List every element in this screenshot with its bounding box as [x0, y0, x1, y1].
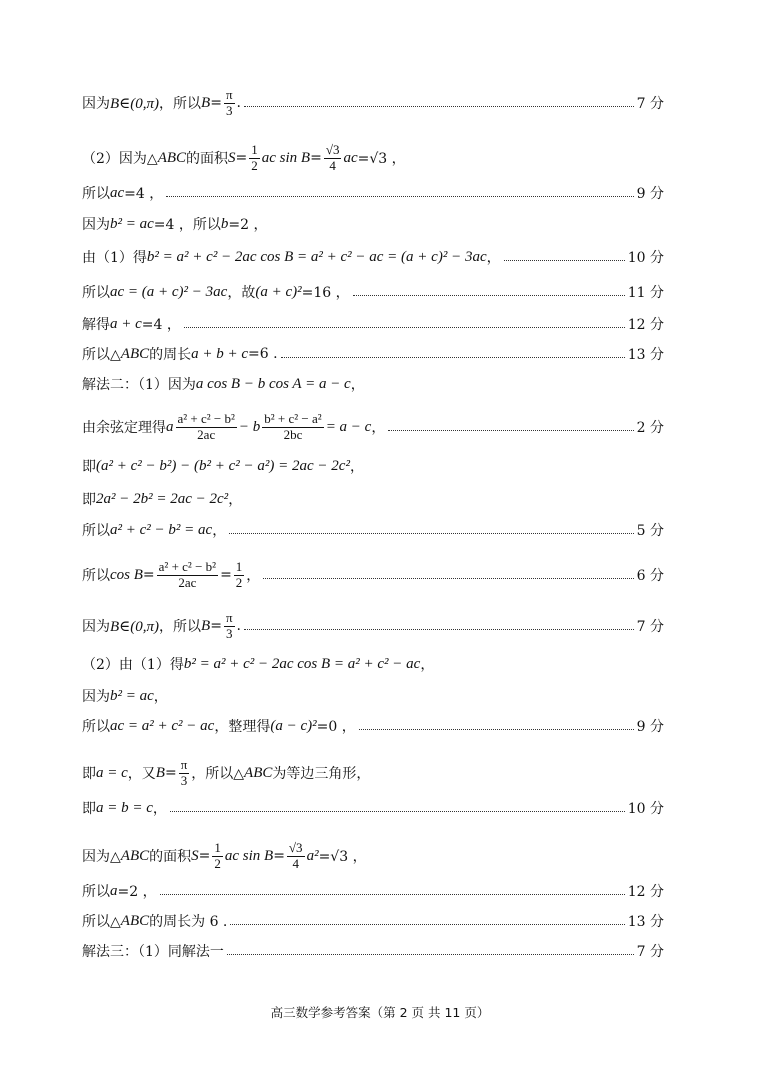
math-expression: b² = ac: [110, 215, 154, 232]
fraction-numerator: b² + c² − a²: [264, 411, 322, 426]
math-expression: ac sin B: [224, 847, 274, 864]
dot-leader: [170, 811, 625, 812]
text-segment: 解得: [82, 317, 110, 333]
line-content: [82, 88, 241, 119]
text-segment: .: [236, 95, 241, 112]
math-expression: b² = a² + c² − 2ac cos B = a² + c² − ac = (a + c)² − 3ac: [146, 248, 487, 265]
math-expression: b² = ac: [110, 687, 154, 704]
solution-line: [82, 374, 664, 394]
line-content: [82, 314, 181, 334]
text-segment: ，: [246, 568, 261, 585]
text-segment: 即: [82, 801, 96, 817]
line-content: [82, 798, 167, 818]
math-expression: a²: [306, 847, 319, 864]
fraction: [157, 560, 218, 591]
line-content: [82, 214, 267, 234]
fraction-numerator: π: [225, 87, 233, 102]
page-footer: 高三数学参考答案（第 2 页 共 11 页）: [270, 1005, 490, 1020]
fraction-numerator: 1: [235, 559, 243, 574]
text-segment: 所以: [82, 523, 110, 539]
text-segment: ，: [350, 377, 365, 393]
solution-line: [82, 941, 664, 961]
math-expression: ac: [343, 149, 358, 166]
line-content: [82, 941, 224, 961]
text-segment: ，整理得: [214, 719, 271, 735]
text-segment: =: [164, 765, 177, 782]
fraction: [224, 611, 235, 642]
text-segment: ，: [420, 657, 435, 673]
score-label: 7 分: [636, 619, 664, 636]
text-segment: 解法三：（1）同解法一: [82, 944, 224, 960]
math-expression: ac = (a + c)² − 3ac: [110, 283, 228, 300]
solution-line: [82, 798, 664, 818]
solution-line: [82, 412, 664, 443]
dot-leader: [244, 629, 634, 630]
text-segment: 解法二：（1）因为: [82, 377, 196, 393]
line-content: [82, 520, 226, 540]
text-segment: 所以: [82, 884, 110, 900]
line-content: [82, 183, 163, 203]
dot-leader: [244, 106, 634, 107]
fraction-denominator: 3: [225, 625, 233, 641]
math-expression: (a + c)²: [255, 283, 302, 300]
line-content: [82, 247, 501, 267]
line-content: [82, 374, 365, 394]
fraction-denominator: 2ac: [197, 426, 216, 442]
text-segment: =: [142, 567, 155, 584]
solution-line: [82, 489, 664, 509]
text-segment: =2 ，: [228, 217, 268, 233]
line-content: [82, 841, 367, 872]
dot-leader: [281, 357, 625, 358]
dot-leader: [504, 260, 625, 261]
text-segment: （2）由（1）得: [82, 657, 184, 673]
math-expression: a: [166, 418, 174, 435]
solution-line: [82, 520, 664, 540]
text-segment: =4 ，: [124, 186, 164, 202]
dot-leader: [353, 295, 625, 296]
math-expression: B: [201, 94, 211, 111]
text-segment: ，: [371, 420, 386, 437]
math-expression: S: [228, 149, 236, 166]
text-segment: 即: [82, 766, 96, 783]
text-segment: 因为: [82, 619, 110, 636]
text-segment: 所以△: [82, 347, 121, 363]
dot-leader: [263, 578, 633, 579]
line-content: [82, 686, 168, 706]
text-segment: 的面积: [149, 849, 192, 866]
math-expression: 2a² − 2b² = 2ac − 2c²: [96, 490, 229, 507]
text-segment: ，所以: [159, 96, 202, 113]
text-segment: 由（1）得: [82, 250, 147, 266]
fraction-denominator: 3: [180, 772, 188, 788]
fraction-numerator: π: [180, 757, 188, 772]
text-segment: 所以: [82, 719, 110, 735]
text-segment: =√3 ，: [357, 151, 406, 168]
solution-line: [82, 611, 664, 642]
text-segment: ，又: [127, 766, 156, 783]
math-expression: ac: [110, 184, 125, 201]
text-segment: 因为: [82, 689, 110, 705]
text-segment: =4 ，所以: [153, 217, 221, 233]
text-segment: 为等边三角形，: [272, 766, 371, 783]
line-content: [82, 489, 242, 509]
fraction-numerator: 1: [251, 142, 258, 157]
fraction: [262, 412, 323, 443]
fraction: [212, 841, 223, 872]
line-content: [82, 758, 370, 789]
dot-leader: [166, 196, 633, 197]
math-expression: a cos B − b cos A = a − c: [195, 375, 351, 392]
score-label: 11 分: [627, 285, 664, 301]
line-content: [82, 282, 350, 302]
math-expression: ac = a² + c² − ac: [110, 717, 215, 734]
dot-leader: [160, 894, 625, 895]
text-segment: 即: [82, 492, 96, 508]
fraction-denominator: 2ac: [178, 574, 197, 590]
math-expression: = a − c: [325, 418, 372, 435]
fraction-denominator: 2: [235, 574, 243, 590]
math-expression: cos B: [110, 566, 143, 583]
score-label: 13 分: [627, 914, 664, 930]
math-expression: a = c: [96, 764, 128, 781]
text-segment: ，: [486, 250, 501, 266]
math-expression: B: [155, 764, 165, 781]
solution-line: [82, 841, 664, 872]
solution-line: [82, 314, 664, 334]
text-segment: 的周长为 6 .: [149, 914, 228, 930]
text-segment: =: [198, 848, 211, 865]
text-segment: 所以: [82, 285, 110, 301]
solution-line: [82, 214, 664, 234]
text-segment: =: [210, 618, 222, 635]
text-segment: 因为: [82, 96, 110, 113]
math-expression: a: [110, 882, 118, 899]
fraction-denominator: 2bc: [283, 426, 303, 442]
solution-line: [82, 560, 664, 591]
math-expression: B∈(0,π): [110, 618, 160, 635]
math-expression: ABC: [120, 912, 150, 929]
text-segment: =6 .: [248, 346, 278, 362]
math-expression: b² = a² + c² − 2ac cos B = a² + c² − ac: [183, 655, 421, 672]
score-label: 9 分: [636, 186, 664, 202]
text-segment: =: [210, 95, 222, 112]
fraction: [287, 841, 305, 872]
solution-line: [82, 183, 664, 203]
dot-leader: [184, 327, 625, 328]
score-label: 7 分: [636, 96, 664, 113]
solution-line: [82, 716, 664, 736]
fraction: [324, 143, 342, 174]
fraction-denominator: 4: [329, 157, 336, 173]
dot-leader: [230, 924, 624, 925]
math-expression: a + b + c: [191, 345, 249, 362]
line-content: [82, 143, 406, 174]
line-content: [82, 654, 434, 674]
fraction-numerator: a² + c² − b²: [158, 559, 217, 574]
fraction: [224, 88, 235, 119]
math-expression: b: [220, 215, 229, 232]
text-segment: 的面积: [186, 151, 229, 168]
text-segment: ，: [152, 801, 167, 817]
solution-line: [82, 143, 664, 174]
fraction-numerator: π: [225, 610, 233, 625]
fraction-denominator: 2: [251, 157, 258, 173]
text-segment: ，所以△: [191, 766, 245, 783]
solution-line: [82, 344, 664, 364]
solution-line: [82, 654, 664, 674]
text-segment: ，: [153, 689, 168, 705]
text-segment: =2 ，: [117, 884, 157, 900]
solution-line: [82, 88, 664, 119]
score-label: 10 分: [627, 801, 664, 817]
text-segment: 即: [82, 459, 96, 475]
dot-leader: [359, 729, 634, 730]
math-expression: B∈(0,π): [110, 95, 160, 112]
math-expression: S: [191, 847, 199, 864]
line-content: [82, 611, 241, 642]
fraction: [176, 412, 237, 443]
dot-leader: [388, 430, 633, 431]
text-segment: （2）因为△: [82, 151, 158, 168]
line-content: [82, 881, 157, 901]
fraction: [234, 560, 245, 591]
text-segment: ，所以: [159, 619, 202, 636]
solution-line: [82, 456, 664, 476]
text-segment: =√3 ，: [318, 849, 367, 866]
dot-leader: [227, 954, 634, 955]
score-label: 12 分: [627, 317, 664, 333]
text-segment: =0 ，: [316, 719, 356, 735]
score-label: 9 分: [636, 719, 664, 735]
line-content: [82, 716, 356, 736]
math-expression: ABC: [120, 345, 150, 362]
score-label: 10 分: [627, 250, 664, 266]
score-label: 5 分: [636, 523, 664, 539]
score-label: 12 分: [627, 884, 664, 900]
text-segment: 因为△: [82, 849, 121, 866]
fraction-denominator: 3: [225, 102, 233, 118]
text-segment: ，: [228, 492, 243, 508]
solution-line: [82, 911, 664, 931]
fraction-numerator: √3: [288, 840, 303, 855]
math-expression: a = b = c: [96, 799, 153, 816]
math-expression: (a − c)²: [270, 717, 317, 734]
solution-line: [82, 282, 664, 302]
math-expression: B: [201, 617, 211, 634]
line-content: [82, 456, 364, 476]
text-segment: =4 ，: [141, 317, 181, 333]
text-segment: =: [235, 150, 248, 167]
text-segment: ，: [212, 523, 227, 539]
math-expression: (a² + c² − b²) − (b² + c² − a²) = 2ac − 2c²: [96, 457, 350, 474]
math-expression: ac sin B: [261, 149, 311, 166]
fraction-denominator: 2: [214, 855, 221, 871]
text-segment: ，: [349, 459, 364, 475]
solution-line: [82, 758, 664, 789]
math-expression: a + c: [110, 315, 142, 332]
line-content: [82, 412, 385, 443]
math-expression: ABC: [157, 149, 187, 166]
text-segment: =: [220, 567, 232, 584]
text-segment: =: [273, 848, 285, 865]
fraction-numerator: 1: [214, 840, 221, 855]
text-segment: 所以: [82, 186, 110, 202]
score-label: 6 分: [636, 568, 664, 585]
score-label: 7 分: [636, 944, 664, 960]
text-segment: =: [310, 150, 322, 167]
fraction-denominator: 4: [292, 855, 299, 871]
math-expression: ABC: [244, 764, 273, 781]
fraction: [249, 143, 260, 174]
text-segment: 由余弦定理得: [82, 420, 166, 437]
text-segment: 所以: [82, 568, 110, 585]
fraction-numerator: √3: [325, 142, 340, 157]
solution-line: [82, 686, 664, 706]
fraction-numerator: a² + c² − b²: [177, 411, 235, 426]
solution-line: [82, 881, 664, 901]
math-expression: a² + c² − b² = ac: [110, 521, 213, 538]
text-segment: 的周长: [149, 347, 192, 363]
text-segment: 因为: [82, 217, 110, 233]
text-segment: .: [236, 618, 241, 635]
math-expression: ABC: [120, 847, 150, 864]
solution-line: [82, 247, 664, 267]
line-content: [82, 560, 260, 591]
score-label: 13 分: [627, 347, 664, 363]
text-segment: 所以△: [82, 914, 121, 930]
score-label: 2 分: [636, 420, 664, 437]
dot-leader: [229, 533, 633, 534]
fraction: [179, 758, 190, 789]
line-content: [82, 344, 278, 364]
text-segment: ，故: [227, 285, 256, 301]
math-expression: − b: [238, 418, 261, 435]
text-segment: =16 ，: [301, 285, 350, 301]
line-content: [82, 911, 227, 931]
